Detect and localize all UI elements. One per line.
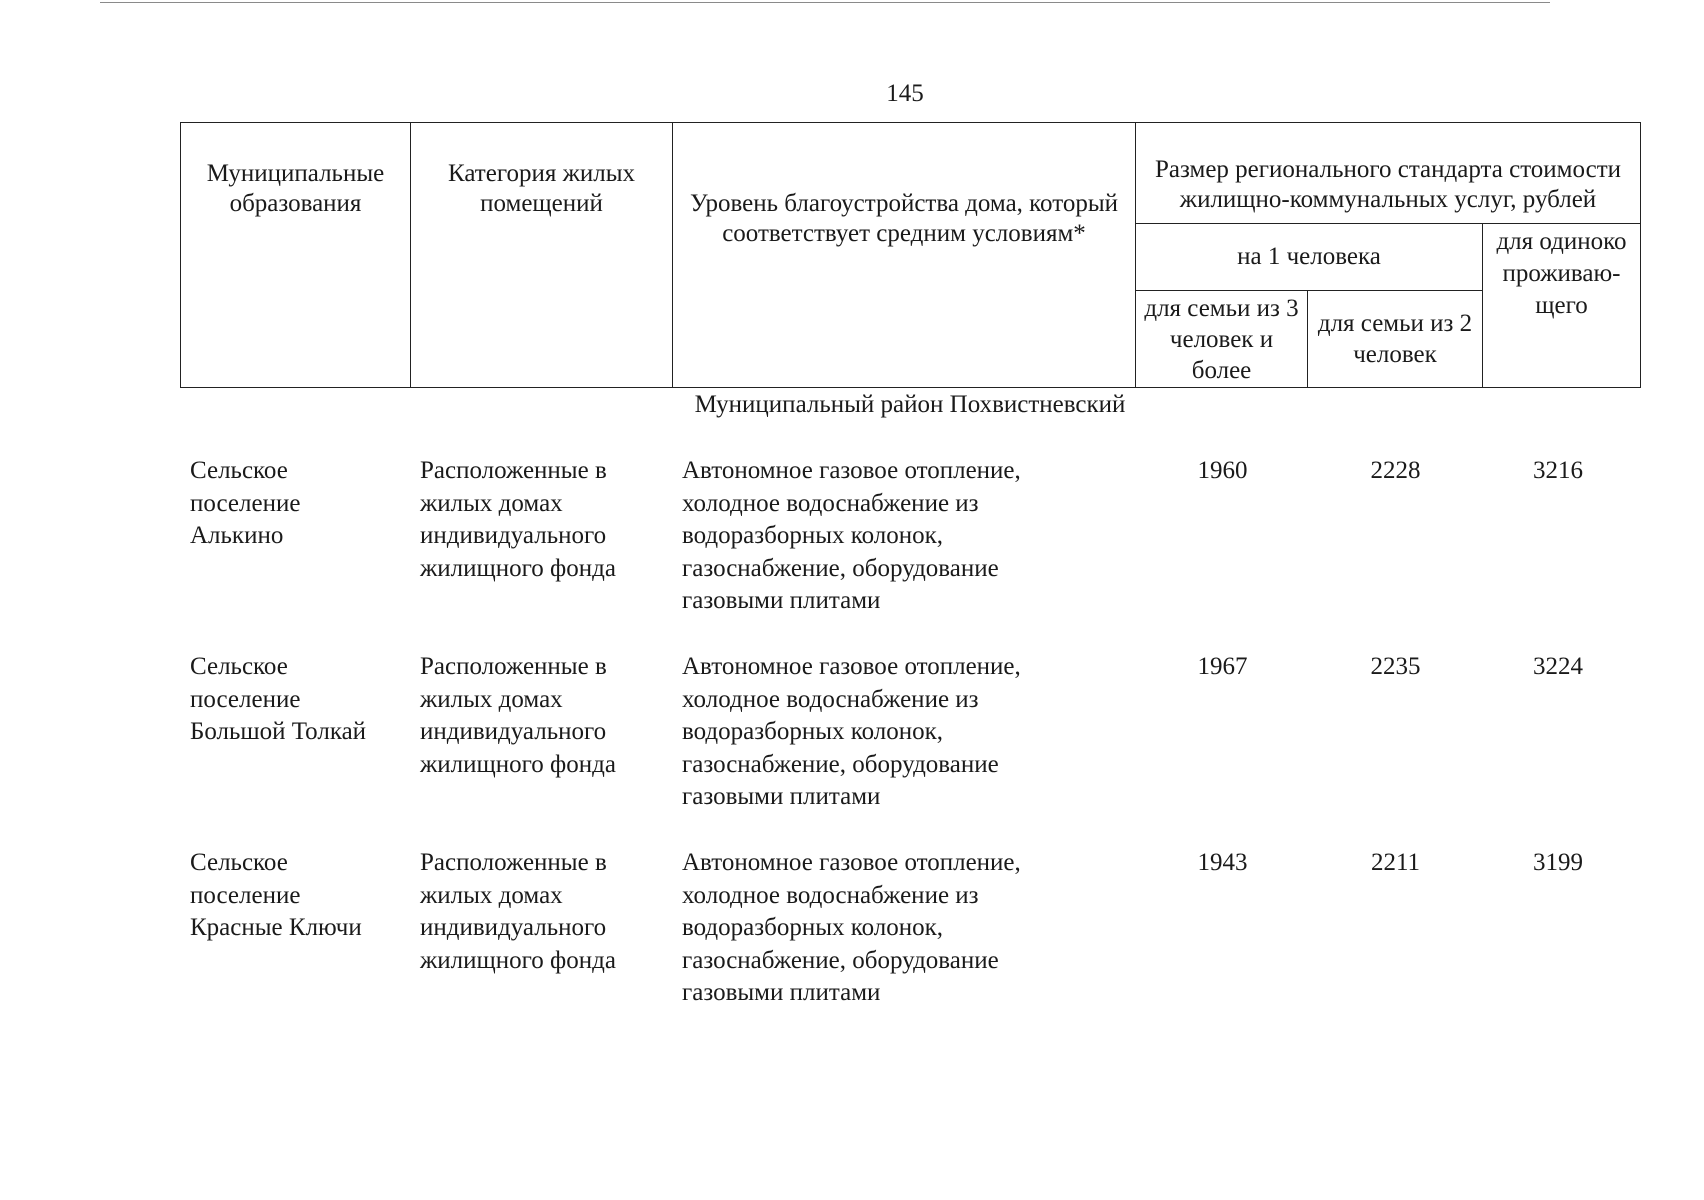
header-category-label: Категория жилых помещений: [448, 160, 635, 217]
row-value-family-3: 1960: [1197, 457, 1248, 484]
row-value-single: 3224: [1533, 653, 1583, 680]
header-standard-group-label: Размер регионального стандарта стоимости жилищно-коммунальных услуг, рублей: [1154, 156, 1622, 213]
row-value-family-3: 1967: [1197, 653, 1248, 680]
row-amenity: Автономное газовое отопление, холодное водоснабжение из водоразборных колонок, газоснабжение, оборудование газовыми плитами: [682, 849, 1021, 1006]
row-category: Расположенные в жилых домах индивидуального жилищного фонда: [420, 653, 616, 778]
table-row: [180, 651, 1640, 821]
page-number: 145: [886, 80, 924, 107]
header-municipality-label: Муниципальные образования: [206, 160, 385, 217]
table-row: [180, 847, 1640, 1017]
row-category: Расположенные в жилых домах индивидуального жилищного фонда: [420, 849, 616, 974]
header-family-3-label: для семьи из 3 человек и более: [1144, 294, 1299, 384]
table-row: [180, 455, 1640, 625]
row-value-family-3: 1943: [1197, 849, 1248, 876]
header-single-resident: [1483, 224, 1641, 388]
table-header: [180, 122, 1641, 388]
row-municipality: Сельское поселение Красные Ключи: [190, 849, 362, 941]
header-per-person: [1136, 224, 1483, 291]
header-municipality: [181, 123, 411, 388]
row-value-family-2: 2228: [1370, 457, 1421, 484]
row-amenity: Автономное газовое отопление, холодное водоснабжение из водоразборных колонок, газоснабжение, оборудование газовыми плитами: [682, 457, 1021, 614]
header-family-2: [1308, 291, 1483, 388]
section-title: Муниципальный район Похвистневский: [694, 391, 1126, 418]
row-value-family-2: 2235: [1370, 653, 1421, 680]
header-family-2-label: для семьи из 2 человек: [1317, 310, 1473, 368]
row-value-family-2: 2211: [1370, 849, 1421, 876]
row-category: Расположенные в жилых домах индивидуального жилищного фонда: [420, 457, 616, 582]
row-value-single: 3199: [1533, 849, 1583, 876]
header-family-3: [1136, 291, 1308, 388]
row-municipality: Сельское поселение Большой Толкай: [190, 653, 367, 745]
header-category: [411, 123, 673, 388]
row-value-single: 3216: [1533, 457, 1583, 484]
header-per-person-label: на 1 человека: [1237, 243, 1381, 270]
header-single-resident-label: для одиноко проживаю-щего: [1496, 228, 1627, 319]
scan-border-line: [100, 2, 1550, 3]
row-municipality: Сельское поселение Алькино: [190, 457, 301, 549]
header-amenity-label: Уровень благоустройства дома, который соответствует средним условиям*: [690, 190, 1118, 247]
header-amenity: [673, 123, 1136, 388]
header-standard-group: [1136, 123, 1641, 224]
row-amenity: Автономное газовое отопление, холодное водоснабжение из водоразборных колонок, газоснабжение, оборудование газовыми плитами: [682, 653, 1021, 810]
